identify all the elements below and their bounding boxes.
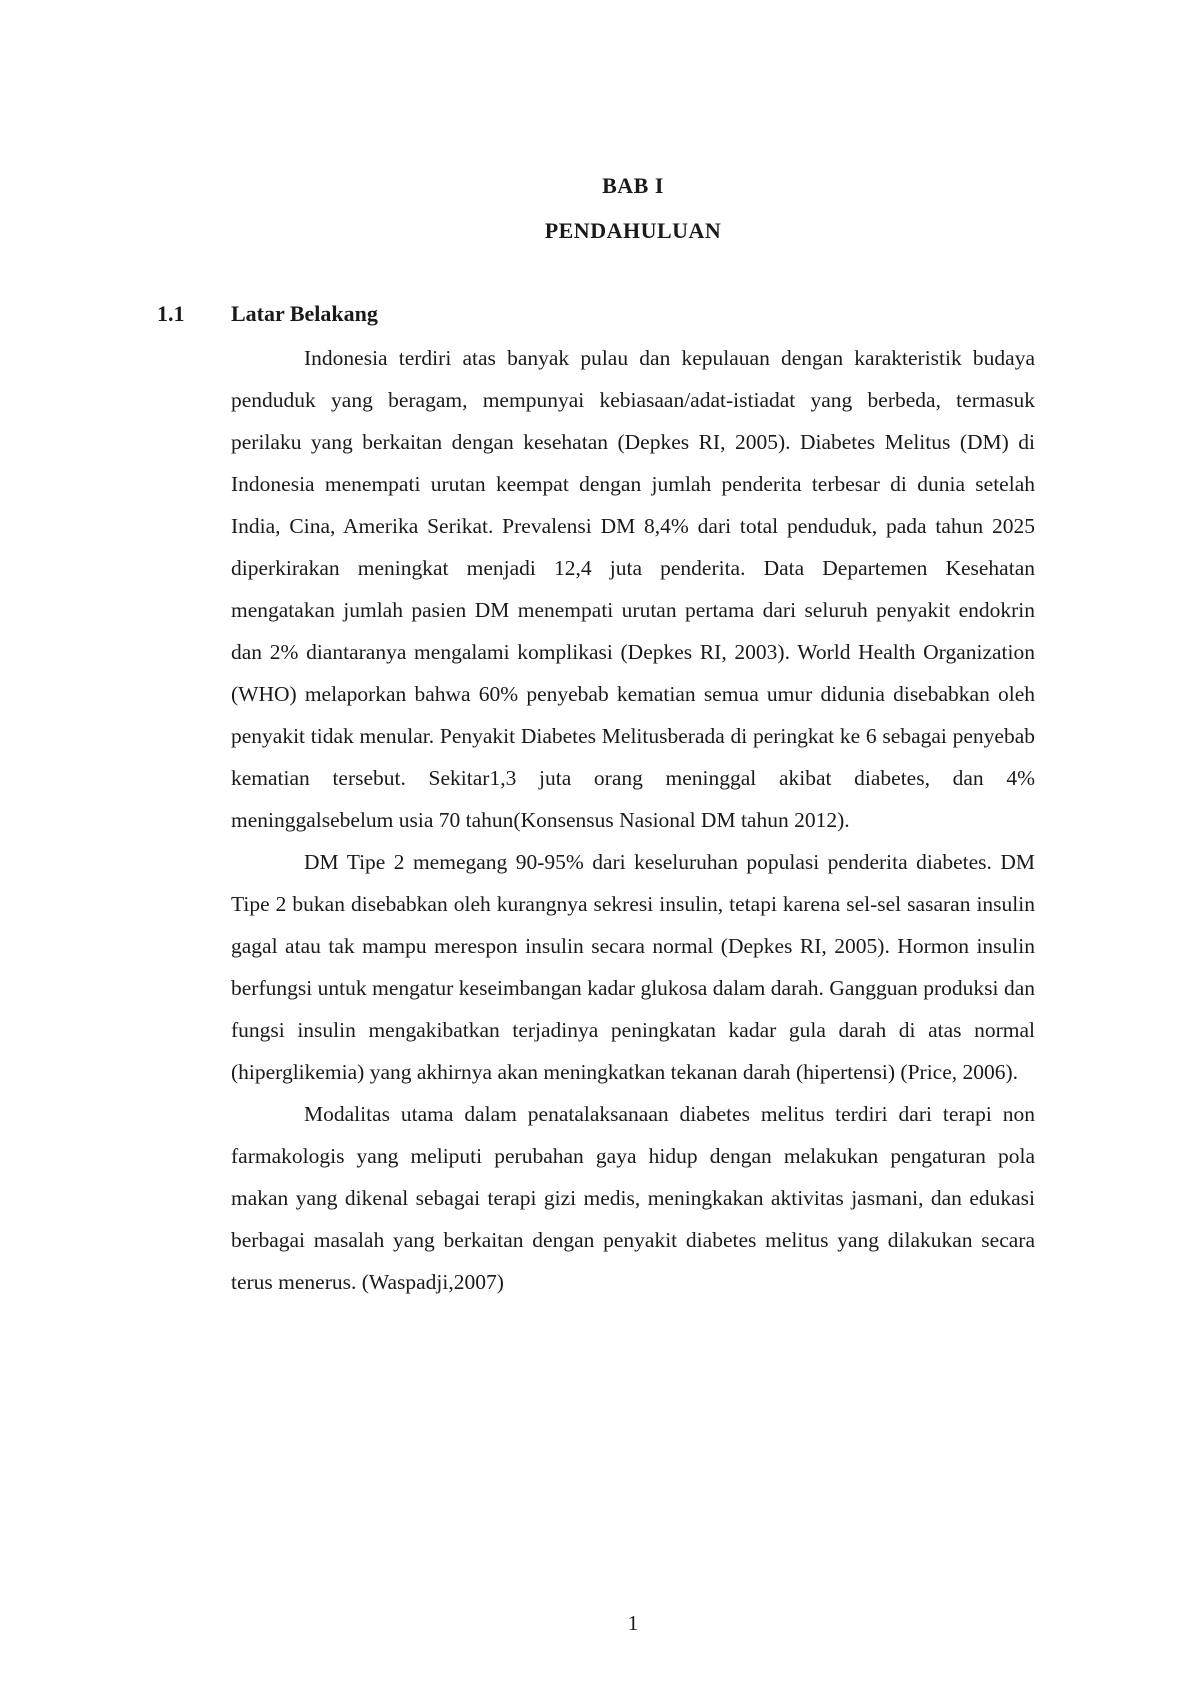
section-title: Latar Belakang — [231, 301, 378, 326]
page-number: 1 — [627, 1611, 639, 1635]
body-text — [231, 337, 1035, 1303]
paragraph-latar-belakang-1: Indonesia terdiri atas banyak pulau dan kepulauan dengan karakteristik budaya penduduk yang beragam, mempunyai kebiasaan/adat-istiadat yang berbeda, termasuk perilaku yang berkaitan dengan kesehatan (Depkes RI, 2005). Diabetes Melitus (DM) di Indonesia menempati urutan keempat dengan jumlah penderita terbesar di dunia setelah India, Cina, Amerika Serikat. Prevalensi DM 8,4% dari total penduduk, pada tahun 2025 diperkirakan meningkat menjadi 12,4 juta penderita. Data Departemen Kesehatan mengatakan jumlah pasien DM menempati urutan pertama dari seluruh penyakit endokrin dan 2% diantaranya mengalami komplikasi (Depkes RI, 2003). World Health Organization (WHO) melaporkan bahwa 60% penyebab kematian semua umur didunia disebabkan oleh penyakit tidak menular. Penyakit Diabetes Melitusberada di peringkat ke 6 sebagai penyebab kematian tersebut. Sekitar1,3 juta orang meninggal akibat diabetes, dan 4% meninggalsebelum usia 70 tahun(Konsensus Nasional DM tahun 2012). — [231, 346, 1035, 832]
paragraph-latar-belakang-2: DM Tipe 2 memegang 90-95% dari keseluruhan populasi penderita diabetes. DM Tipe 2 bukan disebabkan oleh kurangnya sekresi insulin, tetapi karena sel-sel sasaran insulin gagal atau tak mampu merespon insulin secara normal (Depkes RI, 2005). Hormon insulin berfungsi untuk mengatur keseimbangan kadar glukosa dalam darah. Gangguan produksi dan fungsi insulin mengakibatkan terjadinya peningkatan kadar gula darah di atas normal (hiperglikemia) yang akhirnya akan meningkatkan tekanan darah (hipertensi) (Price, 2006). — [231, 850, 1035, 1084]
section-heading — [157, 301, 378, 327]
chapter-title: PENDAHULUAN — [544, 218, 722, 243]
chapter-number: BAB I — [602, 173, 664, 198]
paragraph-latar-belakang-3: Modalitas utama dalam penatalaksanaan diabetes melitus terdiri dari terapi non farmakologis yang meliputi perubahan gaya hidup dengan melakukan pengaturan pola makan yang dikenal sebagai terapi gizi medis, meningkakan aktivitas jasmani, dan edukasi berbagai masalah yang berkaitan dengan penyakit diabetes melitus yang dilakukan secara terus menerus. (Waspadji,2007) — [231, 1102, 1035, 1294]
section-number: 1.1 — [157, 301, 185, 326]
